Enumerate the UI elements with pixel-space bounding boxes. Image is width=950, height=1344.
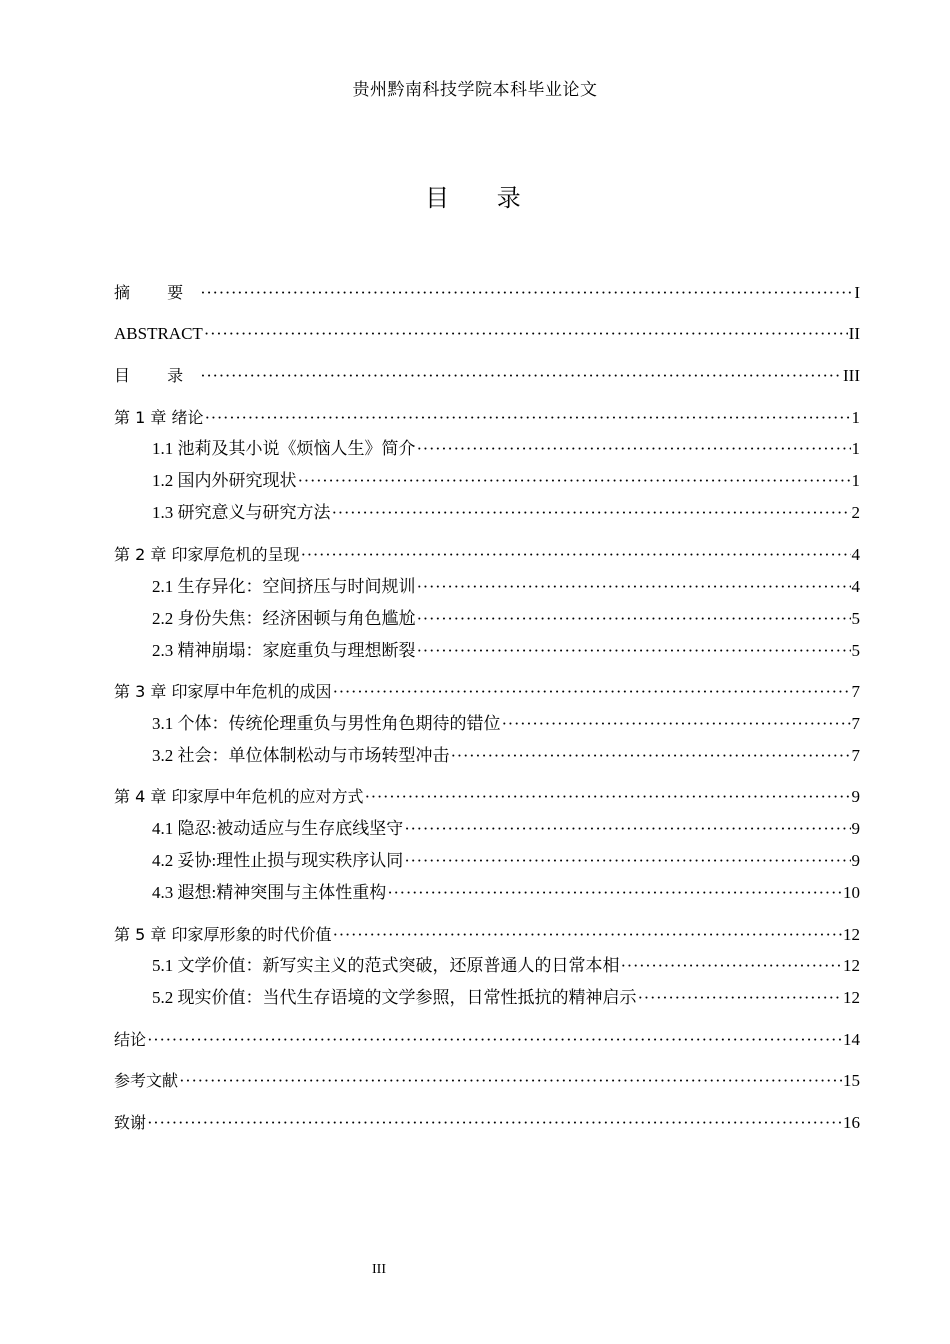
toc-page-number: 9	[851, 819, 860, 838]
toc-entry-abstract-en[interactable]	[114, 322, 860, 346]
toc-label: 1.3 研究意义与研究方法	[152, 503, 331, 522]
toc-leader-dots	[451, 744, 851, 768]
toc-page-number: 4	[851, 577, 860, 596]
toc-leader-dots	[332, 680, 850, 704]
page-header: 贵州黔南科技学院本科毕业论文	[352, 80, 598, 99]
toc-leader-dots	[332, 923, 842, 947]
toc-entry-section-2-3[interactable]	[152, 639, 860, 663]
toc-page-number: 2	[851, 503, 860, 522]
toc-entry-contents[interactable]	[114, 364, 860, 388]
toc-page-number: 7	[851, 682, 860, 701]
page-number-footer: III	[372, 1262, 386, 1277]
toc-label: 第 2 章 印家厚危机的呈现	[114, 545, 300, 564]
toc-label: 目 录	[114, 366, 200, 385]
toc-entry-section-3-1[interactable]	[152, 712, 860, 736]
toc-page-number: 12	[843, 925, 860, 944]
toc-page-number: 16	[843, 1113, 860, 1132]
toc-leader-dots	[638, 986, 843, 1010]
toc-leader-dots	[298, 469, 851, 493]
toc-leader-dots	[404, 817, 850, 841]
toc-leader-dots	[621, 954, 843, 978]
toc-page-number: I	[854, 283, 860, 302]
toc-leader-dots	[417, 575, 851, 599]
toc-entry-section-3-2[interactable]	[152, 744, 860, 768]
toc-entry-section-5-1[interactable]	[152, 954, 860, 978]
toc-leader-dots	[300, 543, 850, 567]
toc-page-number: 9	[851, 851, 860, 870]
toc-leader-dots	[417, 607, 851, 631]
toc-entry-chapter-2[interactable]	[114, 543, 860, 567]
toc-entry-section-2-2[interactable]	[152, 607, 860, 631]
toc-page-number: 5	[851, 609, 860, 628]
toc-entry-acknowledgements[interactable]	[114, 1111, 860, 1135]
page-title: 目 录	[425, 184, 541, 212]
toc-leader-dots	[404, 849, 850, 873]
toc-leader-dots	[364, 785, 850, 809]
toc-label: 3.1 个体：传统伦理重负与男性角色期待的错位	[152, 714, 501, 733]
toc-entry-section-4-3[interactable]	[152, 881, 860, 905]
toc-page-number: 1	[851, 471, 860, 490]
toc-label: 1.2 国内外研究现状	[152, 471, 297, 490]
toc-leader-dots	[179, 1069, 842, 1093]
toc-page-number: 5	[851, 641, 860, 660]
toc-page-number: 14	[843, 1030, 860, 1049]
toc-entry-references[interactable]	[114, 1069, 860, 1093]
toc-page-number: III	[843, 366, 860, 385]
toc-page-number: 15	[843, 1071, 860, 1090]
toc-page-number: 7	[851, 714, 860, 733]
toc-label: 参考文献	[114, 1071, 179, 1090]
toc-leader-dots	[387, 881, 842, 905]
toc-page-number: 1	[851, 408, 860, 427]
toc-leader-dots	[204, 322, 848, 346]
toc-entry-chapter-5[interactable]	[114, 923, 860, 947]
toc-entry-section-1-2[interactable]	[152, 469, 860, 493]
toc-label: 摘 要	[114, 283, 200, 302]
toc-label: 3.2 社会：单位体制松动与市场转型冲击	[152, 746, 450, 765]
toc-entry-chapter-3[interactable]	[114, 680, 860, 704]
toc-label: ABSTRACT	[114, 324, 203, 343]
toc-page-number: 4	[851, 545, 860, 564]
toc-entry-abstract-cn[interactable]	[114, 281, 860, 305]
toc-label: 5.2 现实价值：当代生存语境的文学参照，日常性抵抗的精神启示	[152, 988, 637, 1007]
toc-page-number: II	[848, 324, 860, 343]
toc-leader-dots	[204, 406, 850, 430]
toc-label: 第 5 章 印家厚形象的时代价值	[114, 925, 332, 944]
toc-entry-section-4-1[interactable]	[152, 817, 860, 841]
toc-label: 结论	[114, 1030, 147, 1049]
toc-leader-dots	[502, 712, 851, 736]
toc-label: 2.1 生存异化：空间挤压与时间规训	[152, 577, 416, 596]
toc-leader-dots	[147, 1028, 842, 1052]
toc-page-number: 1	[851, 439, 860, 458]
toc-entry-section-5-2[interactable]	[152, 986, 860, 1010]
toc-label: 2.3 精神崩塌：家庭重负与理想断裂	[152, 641, 416, 660]
toc-entry-section-1-1[interactable]	[152, 437, 860, 461]
toc-page-number: 7	[851, 746, 860, 765]
table-of-contents	[114, 0, 860, 1344]
toc-page-number: 10	[843, 883, 860, 902]
toc-entry-section-4-2[interactable]	[152, 849, 860, 873]
toc-entry-section-2-1[interactable]	[152, 575, 860, 599]
toc-label: 第 1 章 绪论	[114, 408, 204, 427]
toc-leader-dots	[417, 437, 851, 461]
toc-leader-dots	[200, 281, 853, 305]
toc-page-number: 12	[843, 988, 860, 1007]
toc-entry-chapter-1[interactable]	[114, 406, 860, 430]
toc-leader-dots	[200, 364, 842, 388]
toc-entry-section-1-3[interactable]	[152, 501, 860, 525]
toc-label: 第 4 章 印家厚中年危机的应对方式	[114, 787, 364, 806]
toc-label: 1.1 池莉及其小说《烦恼人生》简介	[152, 439, 416, 458]
toc-leader-dots	[147, 1111, 842, 1135]
toc-label: 4.1 隐忍:被动适应与生存底线坚守	[152, 819, 404, 838]
toc-label: 2.2 身份失焦：经济困顿与角色尴尬	[152, 609, 416, 628]
toc-entry-chapter-4[interactable]	[114, 785, 860, 809]
toc-label: 4.3 遐想:精神突围与主体性重构	[152, 883, 387, 902]
toc-leader-dots	[332, 501, 851, 525]
toc-entry-conclusion[interactable]	[114, 1028, 860, 1052]
toc-page-number: 12	[843, 956, 860, 975]
toc-label: 致谢	[114, 1113, 147, 1132]
toc-label: 4.2 妥协:理性止损与现实秩序认同	[152, 851, 404, 870]
toc-leader-dots	[417, 639, 851, 663]
toc-page-number: 9	[851, 787, 860, 806]
toc-label: 第 3 章 印家厚中年危机的成因	[114, 682, 332, 701]
toc-label: 5.1 文学价值：新写实主义的范式突破，还原普通人的日常本相	[152, 956, 620, 975]
